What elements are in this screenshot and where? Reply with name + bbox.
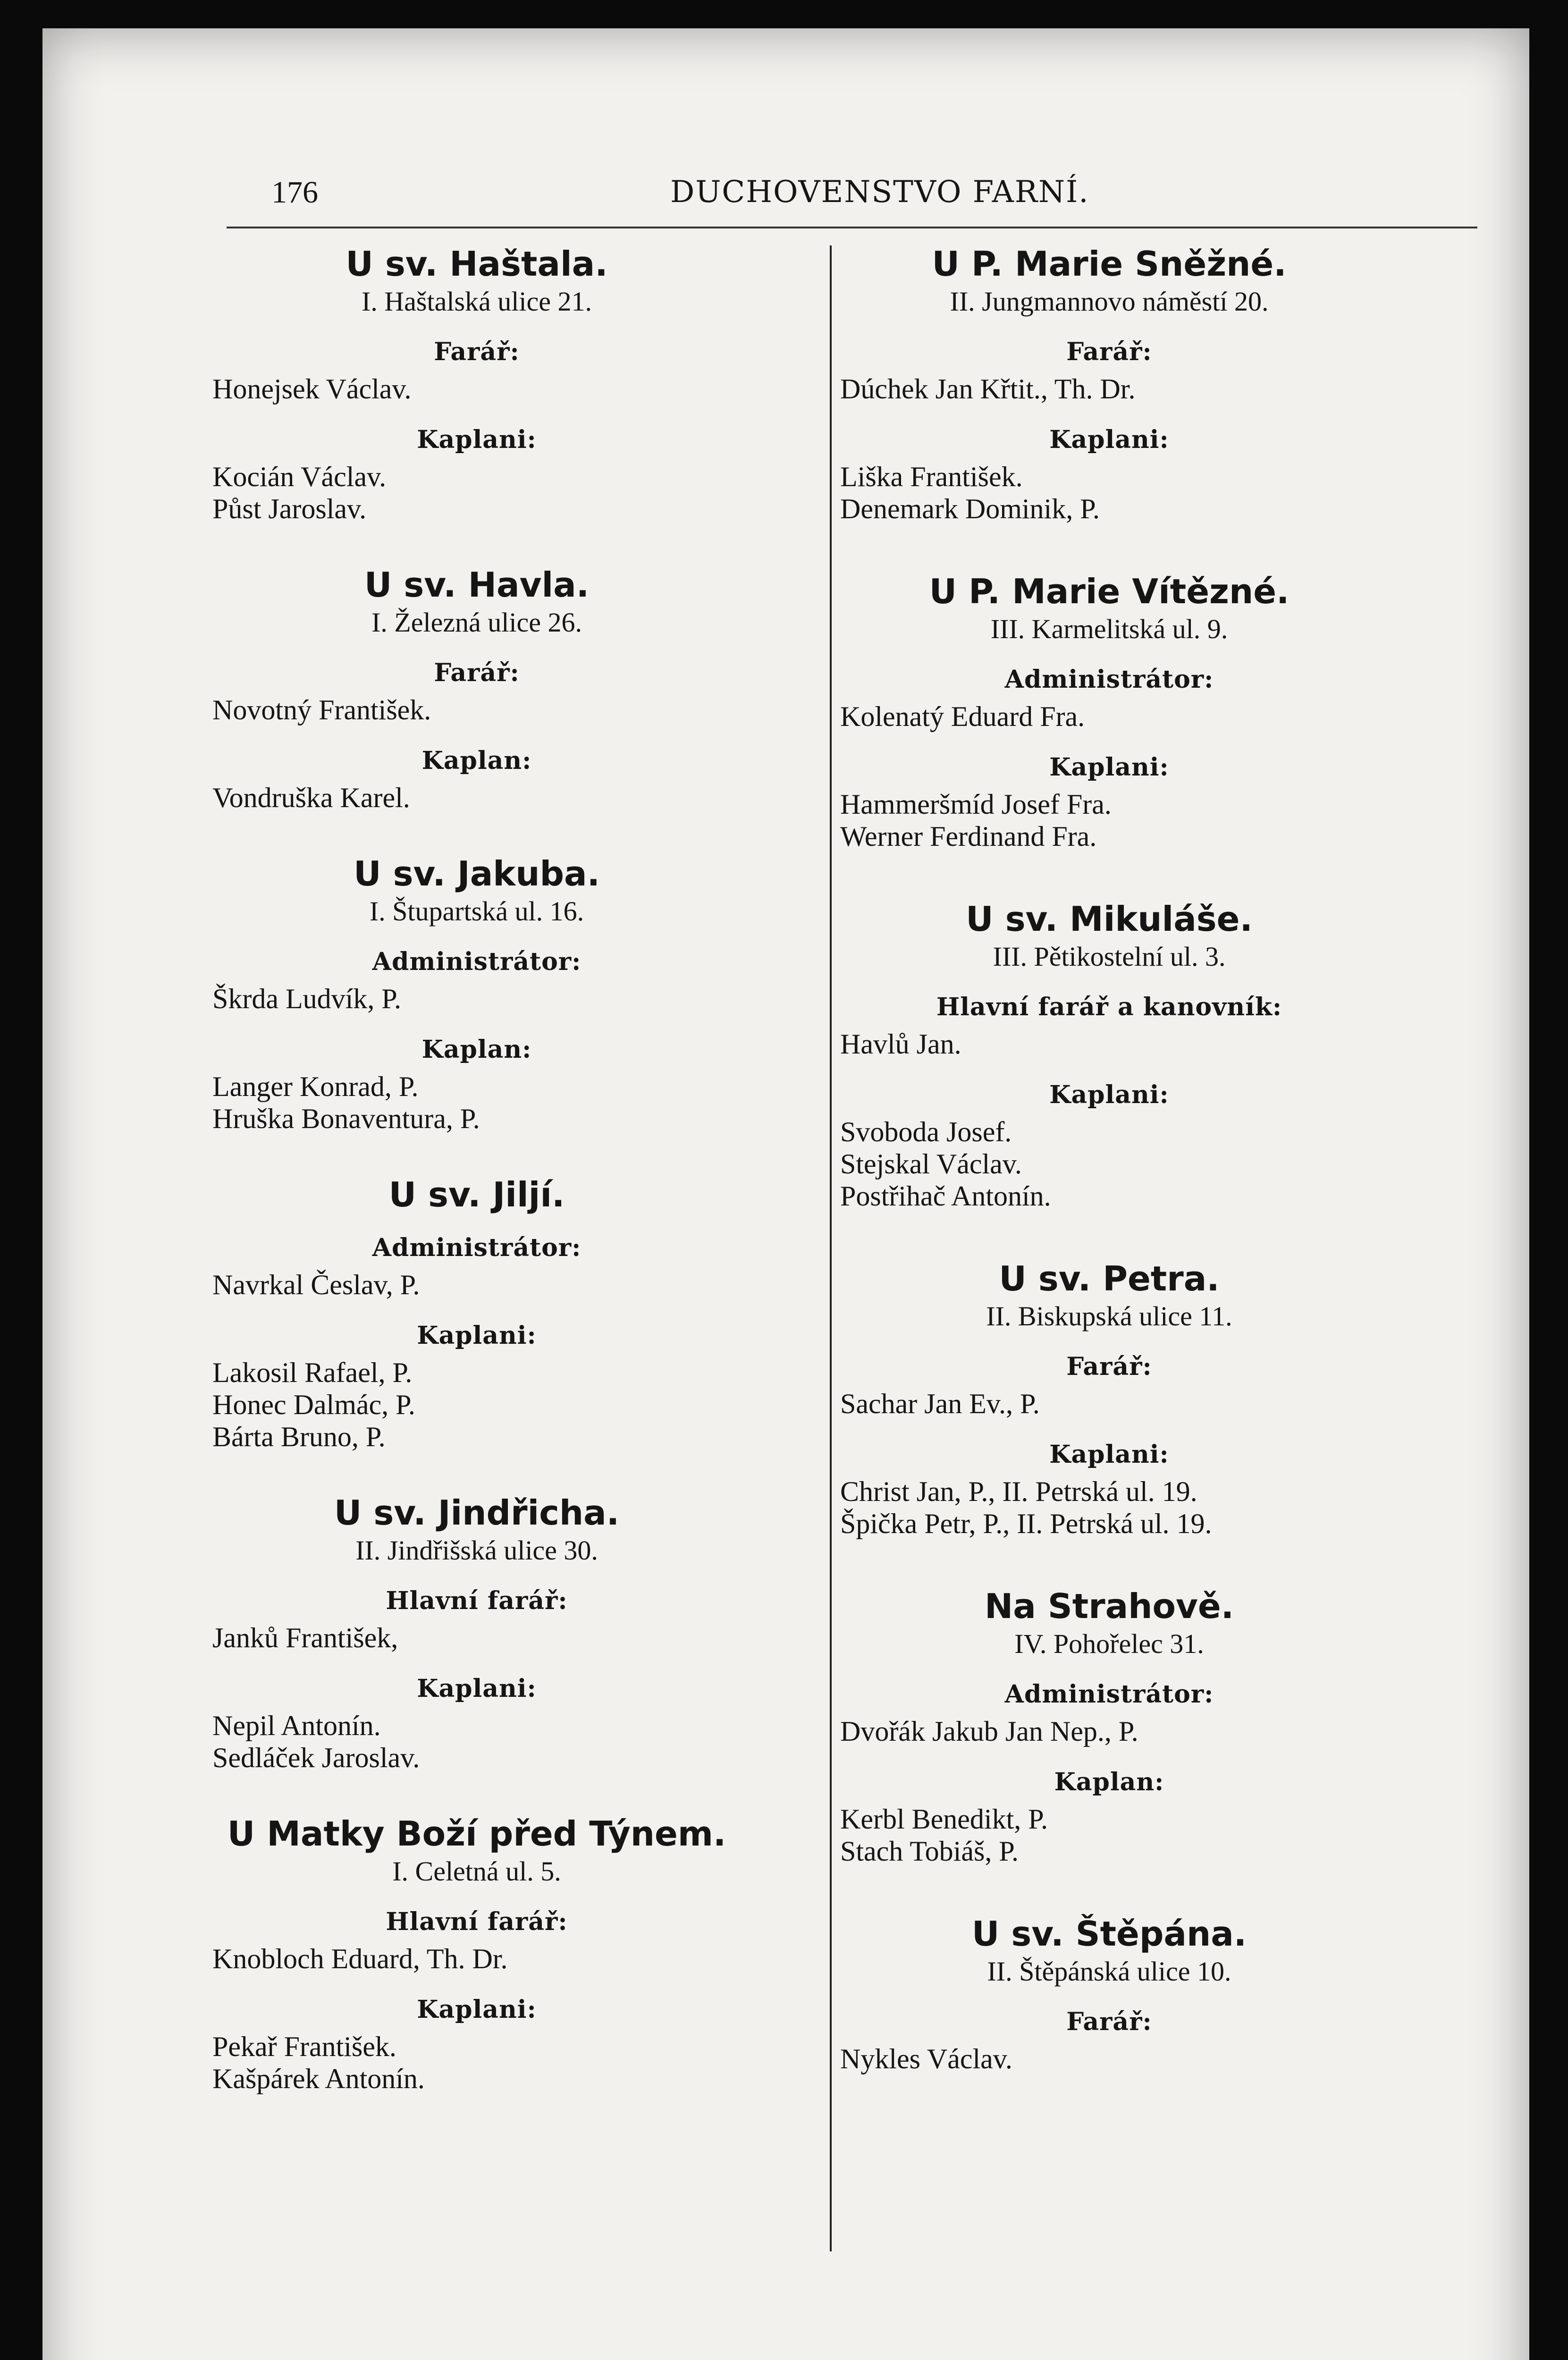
office-title: Hlavní farář: <box>386 1907 568 1936</box>
office-group <box>212 1321 741 1453</box>
parish-title: U sv. Jiljí. <box>388 1175 565 1214</box>
office-group <box>212 746 741 814</box>
office-group <box>212 947 741 1015</box>
parish-entry <box>840 1260 1378 1540</box>
clergy-name: Stach Tobiáš, P. <box>840 1836 1019 1867</box>
office-group <box>840 1767 1378 1867</box>
parish-entry <box>840 245 1378 525</box>
clergy-name: Liška František. <box>840 461 1023 492</box>
office-title: Kaplani: <box>417 1321 537 1350</box>
parish-address: II. Biskupská ulice 11. <box>986 1301 1232 1332</box>
office-group <box>840 752 1378 852</box>
clergy-name: Havlů Jan. <box>840 1028 961 1060</box>
clergy-name: Bárta Bruno, P. <box>212 1421 386 1452</box>
parish-title: U sv. Petra. <box>999 1259 1220 1298</box>
parish-entry <box>840 1588 1378 1867</box>
office-title: Hlavní farář a kanovník: <box>936 993 1282 1021</box>
parish-address: III. Karmelitská ul. 9. <box>990 614 1228 644</box>
office-title: Administrátor: <box>372 1233 582 1262</box>
clergy-name: Dvořák Jakub Jan Nep., P. <box>840 1716 1138 1747</box>
clergy-name: Sedláček Jaroslav. <box>212 1742 420 1773</box>
office-group <box>840 2007 1378 2075</box>
parish-title: U sv. Štěpána. <box>971 1914 1247 1954</box>
office-group <box>212 1233 741 1301</box>
office-title: Administrátor: <box>1004 1680 1214 1709</box>
parish-address: II. Štěpánská ulice 10. <box>987 1956 1231 1987</box>
clergy-name: Kolenatý Eduard Fra. <box>840 701 1085 732</box>
clergy-name: Knobloch Eduard, Th. Dr. <box>212 1943 508 1974</box>
office-title: Kaplani: <box>1049 1440 1169 1469</box>
office-title: Farář: <box>1066 2007 1152 2036</box>
clergy-name: Škrda Ludvík, P. <box>212 983 402 1014</box>
clergy-name: Dúchek Jan Křtit., Th. Dr. <box>840 373 1136 405</box>
clergy-name: Honec Dalmác, P. <box>212 1389 415 1420</box>
parish-entry <box>212 855 741 1135</box>
clergy-name: Kerbl Benedikt, P. <box>840 1804 1048 1835</box>
office-title: Kaplani: <box>417 425 537 454</box>
office-group <box>212 658 741 726</box>
parish-address: I. Štupartská ul. 16. <box>369 896 584 927</box>
office-group <box>840 665 1378 733</box>
office-title: Kaplani: <box>1049 753 1169 782</box>
parish-entry <box>840 1915 1378 2075</box>
clergy-name: Denemark Dominik, P. <box>840 493 1100 524</box>
parish-address: IV. Pohořelec 31. <box>1014 1628 1204 1659</box>
page-number: 176 <box>271 175 318 210</box>
clergy-name: Lakosil Rafael, P. <box>212 1357 413 1388</box>
parish-address: I. Celetná ul. 5. <box>392 1856 561 1887</box>
parish-title: U sv. Mikuláše. <box>966 899 1253 939</box>
clergy-name: Pekař František. <box>212 2031 396 2062</box>
office-title: Kaplani: <box>417 1995 537 2024</box>
office-title: Kaplan: <box>1054 1768 1164 1796</box>
clergy-name: Sachar Jan Ev., P. <box>840 1388 1040 1419</box>
column-divider <box>830 245 832 2251</box>
clergy-name: Langer Konrad, P. <box>212 1071 419 1102</box>
office-group <box>212 1907 741 1975</box>
office-group <box>212 1035 741 1135</box>
parish-entry <box>840 573 1378 852</box>
clergy-name: Svoboda Josef. <box>840 1116 1012 1147</box>
left-column <box>212 245 741 2136</box>
running-title: DUCHOVENSTVO FARNÍ. <box>670 175 1089 210</box>
office-group <box>212 1674 741 1774</box>
page-header <box>227 160 1477 228</box>
clergy-name: Hruška Bonaventura, P. <box>212 1103 480 1134</box>
parish-entry <box>840 901 1378 1212</box>
office-group <box>840 1080 1378 1212</box>
parish-entry <box>212 1176 741 1453</box>
clergy-name: Hammeršmíd Josef Fra. <box>840 789 1112 820</box>
clergy-name: Werner Ferdinand Fra. <box>840 821 1097 852</box>
clergy-name: Navrkal Česlav, P. <box>212 1269 420 1300</box>
clergy-name: Nykles Václav. <box>840 2043 1012 2074</box>
office-group <box>212 1995 741 2095</box>
office-group <box>840 992 1378 1060</box>
office-title: Kaplan: <box>422 1035 532 1064</box>
clergy-name: Vondruška Karel. <box>212 782 410 813</box>
parish-address: I. Haštalská ulice 21. <box>361 286 592 317</box>
office-title: Kaplan: <box>422 746 532 775</box>
office-title: Administrátor: <box>372 947 582 976</box>
clergy-name: Nepil Antonín. <box>212 1710 381 1741</box>
parish-entry <box>212 1815 741 2095</box>
office-title: Farář: <box>434 337 520 366</box>
parish-title: U sv. Haštala. <box>346 244 608 284</box>
parish-address: II. Jindřišská ulice 30. <box>355 1535 598 1566</box>
office-group <box>840 1352 1378 1420</box>
office-title: Hlavní farář: <box>386 1586 568 1615</box>
parish-address: I. Železná ulice 26. <box>371 607 582 638</box>
clergy-name: Janků František, <box>212 1622 398 1653</box>
right-column <box>840 245 1378 2123</box>
office-title: Kaplani: <box>1049 425 1169 454</box>
office-title: Administrátor: <box>1004 665 1214 694</box>
office-group <box>840 425 1378 525</box>
parish-title: Na Strahově. <box>984 1586 1234 1626</box>
parish-title: U sv. Jakuba. <box>354 854 600 893</box>
clergy-name: Christ Jan, P., II. Petrská ul. 19. <box>840 1476 1197 1507</box>
clergy-name: Postřihač Antonín. <box>840 1180 1051 1212</box>
office-group <box>212 1586 741 1654</box>
parish-title: U P. Marie Vítězné. <box>929 572 1290 611</box>
clergy-name: Kašpárek Antonín. <box>212 2063 425 2094</box>
office-title: Farář: <box>1066 1352 1152 1381</box>
office-group <box>840 1440 1378 1540</box>
parish-title: U P. Marie Sněžné. <box>932 244 1287 284</box>
clergy-name: Honejsek Václav. <box>212 373 412 405</box>
office-title: Kaplani: <box>1049 1080 1169 1109</box>
office-group <box>212 425 741 525</box>
office-group <box>840 1679 1378 1747</box>
clergy-name: Půst Jaroslav. <box>212 493 367 524</box>
parish-entry <box>212 1494 741 1774</box>
office-group <box>212 337 741 405</box>
clergy-name: Kocián Václav. <box>212 461 387 492</box>
parish-address: II. Jungmannovo náměstí 20. <box>950 286 1269 317</box>
office-title: Farář: <box>434 658 520 687</box>
clergy-name: Stejskal Václav. <box>840 1148 1022 1180</box>
clergy-name: Špička Petr, P., II. Petrská ul. 19. <box>840 1508 1212 1539</box>
parish-title: U Matky Boží před Týnem. <box>227 1814 726 1854</box>
parish-title: U sv. Jindřicha. <box>334 1493 620 1533</box>
office-title: Kaplani: <box>417 1674 537 1703</box>
parish-address: III. Pětikostelní ul. 3. <box>993 941 1226 972</box>
parish-entry <box>212 566 741 814</box>
clergy-name: Novotný František. <box>212 694 431 725</box>
parish-title: U sv. Havla. <box>364 565 590 605</box>
office-group <box>840 337 1378 405</box>
office-title: Farář: <box>1066 337 1152 366</box>
parish-entry <box>212 245 741 525</box>
